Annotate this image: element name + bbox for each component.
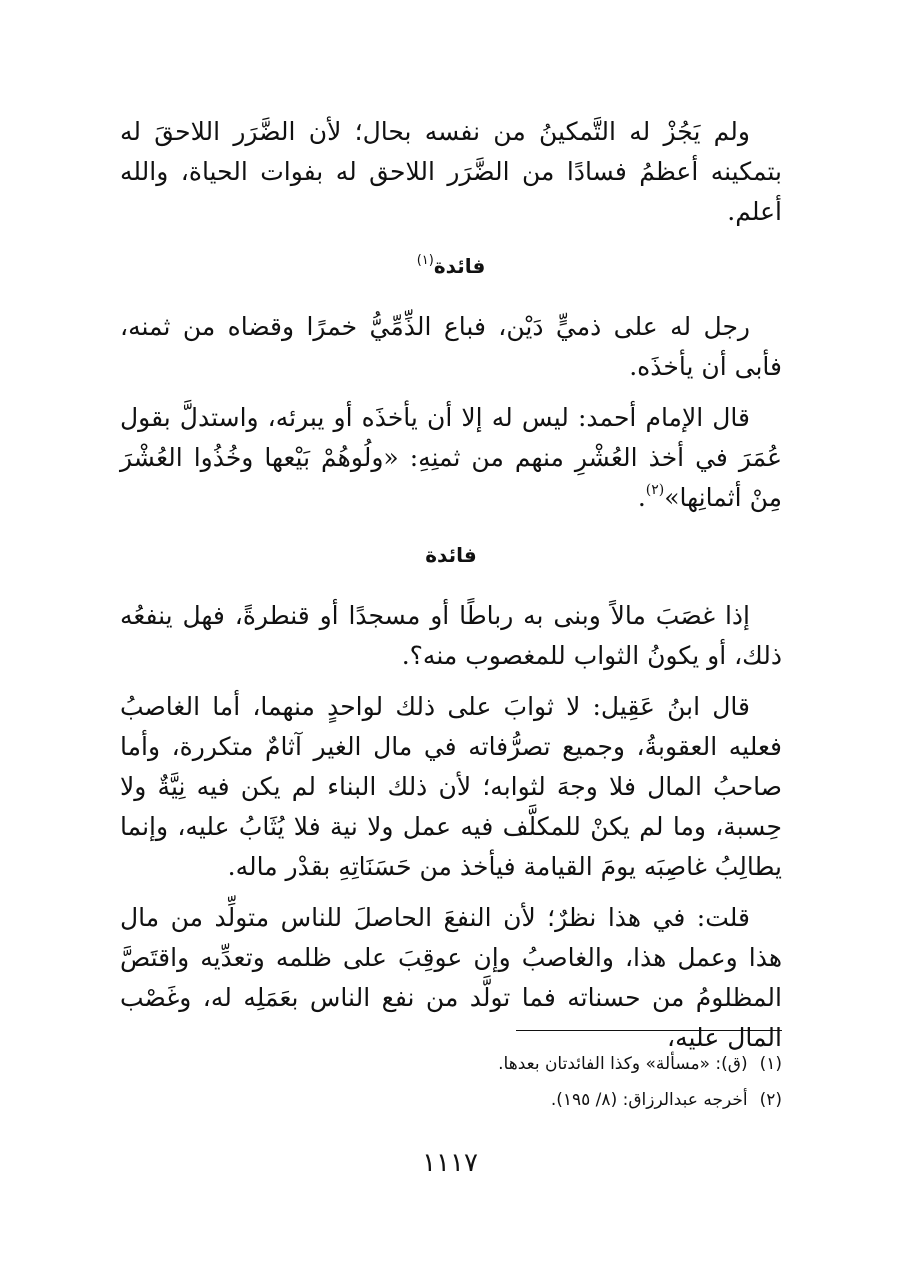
paragraph-5: قال ابنُ عَقِيل: لا ثوابَ على ذلك لواحدٍ منهما، أما الغاصبُ فعليه العقوبةُ، وجميع تصرُّفاته في مال الغير آثامٌ متكررة، وأما صاحبُ المال فلا وجهَ لثوابه؛ لأن ذلك البناء لم يكن فيه نِيَّةٌ ولا حِسبة، وما لم يكنْ للمكلَّف فيه عمل ولا نية فلا يُثَابُ عليه، وإنما يطالِبُ غاصِبَه يومَ القيامة فيأخذ من حَسَنَاتِهِ بقدْر ماله. [120,692,782,881]
footnote-1 [120,1046,782,1082]
paragraph-6: قلت: في هذا نظرٌ؛ لأن النفعَ الحاصلَ للناس متولِّد من مال هذا وعمل هذا، والغاصبُ وإن عوقِبَ على ظلمه وتعدِّيه واقتَصَّ المظلومُ من حسناته فما تولَّد من نفع الناس بعَمَلِه له، وغَصْب المال عليه، [120,903,782,1052]
page-body [120,112,782,1069]
footnote-text: أخرجه عبدالرزاق: (٨/ ١٩٥). [550,1090,748,1110]
footnote-ref-2[interactable]: (٢) [645,482,665,498]
footnote-text: (ق): «مسألة» وكذا الفائدتان بعدها. [498,1054,748,1074]
paragraph-3 [120,398,782,518]
paragraph-3-text: قال الإمام أحمد: ليس له إلا أن يأخذَه أو يبرئه، واستدلَّ بقول عُمَرَ في أخذ العُشْرِ منهم من ثمنِهِ: «ولُوهُمْ بَيْعها وخُذُوا العُشْرَ مِنْ أثمانِها» [120,403,782,512]
heading-text: فائدة [433,254,486,278]
paragraph-4: إذا غصَبَ مالاً وبنى به رباطًا أو مسجدًا أو قنطرةً، فهل ينفعُه ذلك، أو يكونُ الثواب للمغصوب منه؟. [120,601,782,670]
section-heading-2: فائدة [425,543,477,567]
footnote-2 [120,1082,782,1118]
section-heading-1 [120,246,782,281]
footnote-ref-1[interactable]: (١) [416,253,434,268]
footnotes [120,1046,782,1118]
page-number: ١١١٧ [422,1148,478,1178]
footnote-divider [516,1030,782,1031]
paragraph-2: رجل له على ذميٍّ دَيْن، فباع الذِّمِّيُّ خمرًا وقضاه من ثمنه، فأبى أن يأخذَه. [120,312,782,381]
footnote-number: (٢) [759,1090,782,1110]
footnote-number: (١) [759,1054,782,1074]
paragraph-3-end: . [637,483,646,512]
paragraph-1: ولم يَجُزْ له التَّمكينُ من نفسه بحال؛ لأن الضَّرَر اللاحقَ له بتمكينه أعظمُ فسادًا من الضَّرَر اللاحق له بفوات الحياة، والله أعلم. [120,117,782,226]
